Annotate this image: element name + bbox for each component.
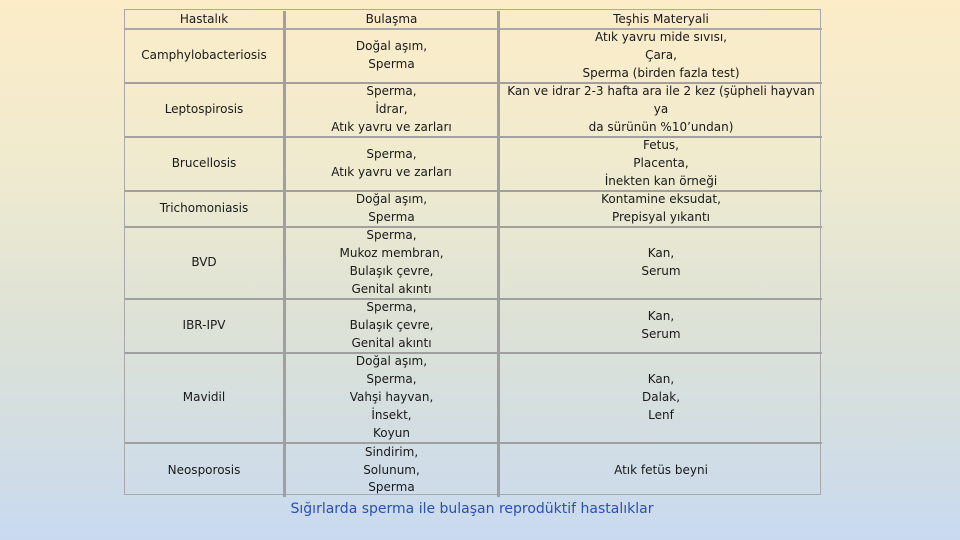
cell-transmission: Sperma, Atık yavru ve zarları	[286, 138, 500, 192]
cell-diagnosis: Fetus, Placenta, İnekten kan örneği	[500, 138, 822, 192]
cell-disease: BVD	[125, 228, 286, 300]
cell-transmission: Sindirim, Solunum, Sperma	[286, 444, 500, 497]
cell-transmission: Doğal aşım, Sperma	[286, 192, 500, 228]
cell-diagnosis: Kan, Serum	[500, 228, 822, 300]
cell-diagnosis: Atık fetüs beyni	[614, 462, 708, 477]
cell-transmission: Sperma, Bulaşık çevre, Genital akıntı	[286, 300, 500, 354]
cell-transmission: Sperma, İdrar, Atık yavru ve zarları	[286, 84, 500, 138]
header-transmission: Bulaşma	[286, 11, 500, 30]
cell-diagnosis: Kontamine eksudat, Prepisyal yıkantı	[500, 192, 822, 228]
cell-disease: Brucellosis	[125, 138, 286, 192]
cell-disease: Neosporosis	[125, 444, 286, 497]
table-grid	[125, 11, 820, 493]
header-diagnosis: Teşhis Materyali	[500, 11, 822, 30]
cell-disease: IBR-IPV	[125, 300, 286, 354]
header-disease: Hastalık	[125, 11, 286, 30]
cell-disease: Trichomoniasis	[125, 192, 286, 228]
cell-transmission: Sperma, Mukoz membran, Bulaşık çevre, Genital akıntı	[286, 228, 500, 300]
cell-transmission: Doğal aşım, Sperma, Vahşi hayvan, İnsekt, Koyun	[286, 354, 500, 444]
table-caption: Sığırlarda sperma ile bulaşan reprodüktif hastalıklar	[290, 501, 654, 517]
cell-diagnosis: Kan ve idrar 2-3 hafta ara ile 2 kez (şüpheli hayvan ya da sürünün %10’undan)	[500, 84, 822, 138]
cell-disease: Leptospirosis	[125, 84, 286, 138]
cell-diagnosis: Kan, Dalak, Lenf	[500, 354, 822, 444]
cell-disease: Mavidil	[125, 354, 286, 444]
cell-diagnosis: Atık yavru mide sıvısı, Çara, Sperma (birden fazla test)	[500, 30, 822, 84]
diseases-table	[124, 9, 821, 495]
cell-disease: Camphylobacteriosis	[125, 30, 286, 84]
cell-transmission: Doğal aşım, Sperma	[286, 30, 500, 84]
cell-diagnosis: Kan, Serum	[500, 300, 822, 354]
